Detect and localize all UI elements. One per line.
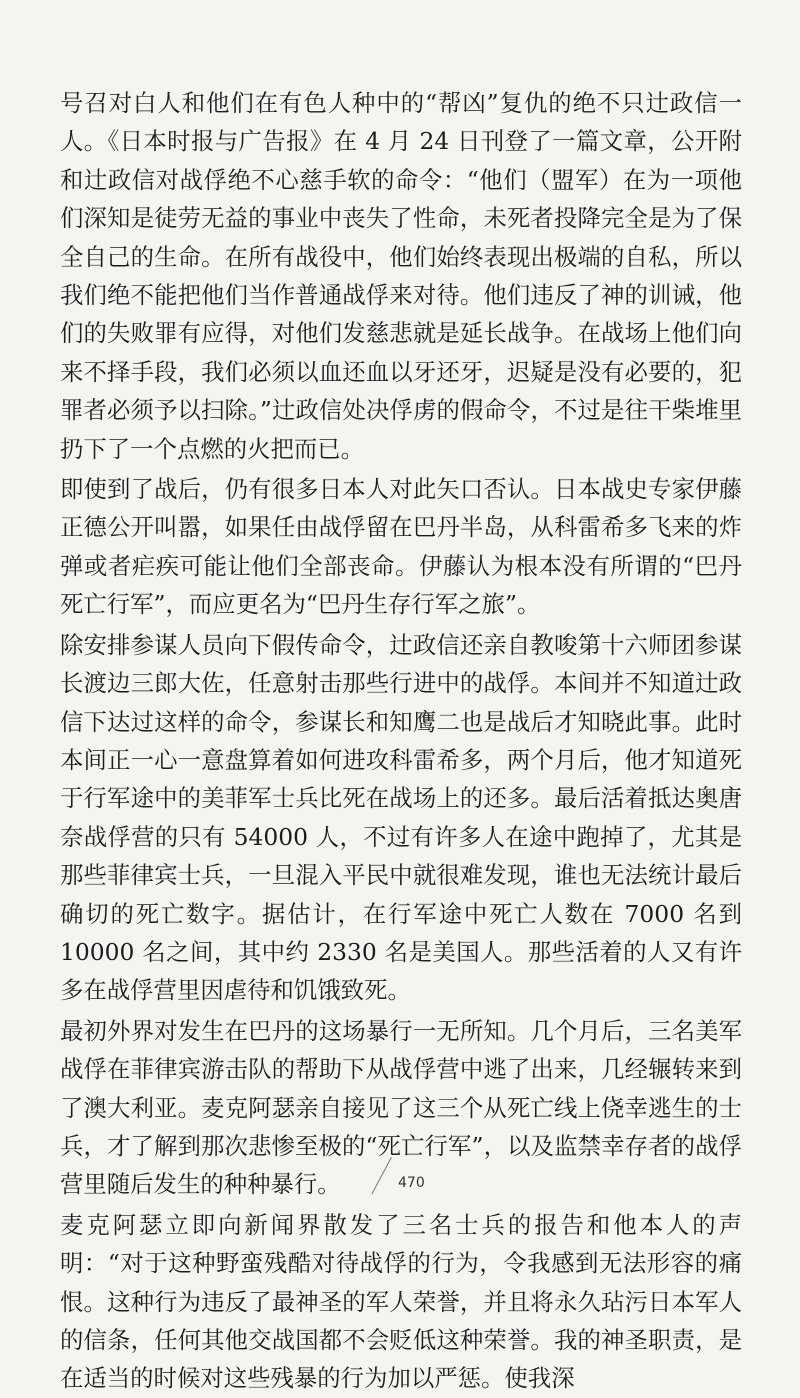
page-footer — [0, 1153, 800, 1201]
page-number: 470 — [398, 1175, 425, 1191]
paragraph-3: 除安排参谋人员向下假传命令，辻政信还亲自教唆第十六师团参谋长渡边三郎大佐，任意射击那些行进中的战俘。本间并不知道辻政信下达过这样的命令，参谋长和知鹰二也是战后才知晓此事。此时本间正一心一意盘算着如何进攻科雷希多，两个月后，他才知道死于行军途中的美菲军士兵比死在战场上的还多。最后活着抵达奥唐奈战俘营的只有 54000 人，不过有许多人在途中跑掉了，尤其是那些菲律宾士兵，一旦混入平民中就很难发现，谁也无法统计最后确切的死亡数字。据估计，在行军途中死亡人数在 7000 名到 10000 名之间，其中约 2330 名是美国人。那些活着的人又有许多在战俘营里因虐待和饥饿致死。 — [60, 630, 742, 1005]
paragraph-1: 号召对白人和他们在有色人种中的“帮凶”复仇的绝不只辻政信一人。《日本时报与广告报》在 4 月 24 日刊登了一篇文章，公开附和辻政信对战俘绝不心慈手软的命令：“他们（盟军）在为一项他们深知是徒劳无益的事业中丧失了性命，未死者投降完全是为了保全自己的生命。在所有战役中，他们始终表现出极端的自私，所以我们绝不能把他们当作普通战俘来对待。他们违反了神的训诫，他们的失败罪有应得，对他们发慈悲就是延长战争。在战场上他们向来不择手段，我们必须以血还血以牙还牙，迟疑是没有必要的，犯罪者必须予以扫除。”辻政信处决俘虏的假命令，不过是往干柴堆里扔下了一个点燃的火把而已。 — [60, 89, 742, 463]
paragraph-4: 最初外界对发生在巴丹的这场暴行一无所知。几个月后，三名美军战俘在菲律宾游击队的帮助下从战俘营中逃了出来，几经辗转来到了澳大利亚。麦克阿瑟亲自接见了这三个从死亡线上侥幸逃生的士兵，才了解到那次悲惨至极的“死亡行军”，以及监禁幸存者的战俘营里随后发生的种种暴行。 — [60, 1016, 742, 1199]
paragraph-5: 麦克阿瑟立即向新闻界散发了三名士兵的报告和他本人的声明：“对于这种野蛮残酷对待战俘的行为，令我感到无法形容的痛恨。这种行为违反了最神圣的军人荣誉，并且将永久玷污日本军人的信条，任何其他交战国都不会贬低这种荣誉。我的神圣职责，是在适当的时候对这些残暴的行为加以严惩。使我深 — [60, 1210, 742, 1393]
page-number-slash-decoration — [371, 1157, 392, 1195]
paragraph-2: 即使到了战后，仍有很多日本人对此矢口否认。日本战史专家伊藤正德公开叫嚣，如果任由战俘留在巴丹半岛，从科雷希多飞来的炸弹或者疟疾可能让他们全部丧命。伊藤认为根本没有所谓的“巴丹死亡行军”，而应更名为“巴丹生存行军之旅”。 — [60, 475, 742, 619]
